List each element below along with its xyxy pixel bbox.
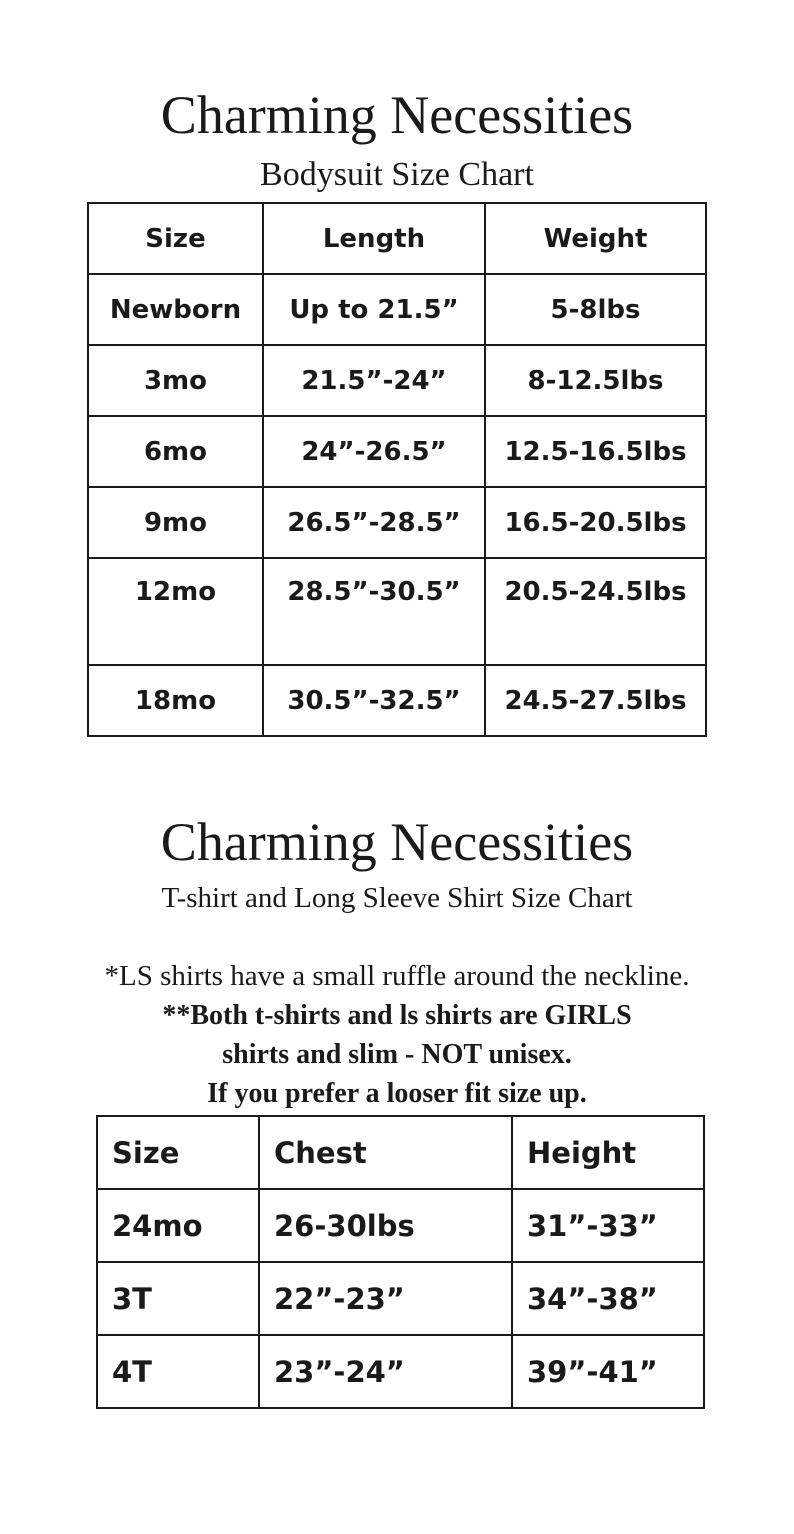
header-weight: Weight [485, 203, 706, 274]
fit-note-line-1: **Both t-shirts and ls shirts are GIRLS [162, 1000, 632, 1031]
size-cell: 9mo [88, 487, 263, 558]
bodysuit-chart-subtitle: Bodysuit Size Chart [260, 156, 534, 193]
size-cell: Newborn [88, 274, 263, 345]
length-cell: 26.5”-28.5” [263, 487, 485, 558]
table-row [97, 1262, 704, 1335]
size-cell: 4T [97, 1335, 259, 1408]
size-cell: 3T [97, 1262, 259, 1335]
size-cell: 12mo [88, 558, 263, 665]
fit-note-line-2: shirts and slim - NOT unisex. [222, 1039, 572, 1070]
length-cell: 24”-26.5” [263, 416, 485, 487]
size-cell: 24mo [97, 1189, 259, 1262]
weight-cell: 12.5-16.5lbs [485, 416, 706, 487]
table-row [88, 665, 706, 736]
length-cell: 21.5”-24” [263, 345, 485, 416]
size-cell: 18mo [88, 665, 263, 736]
table-row [97, 1189, 704, 1262]
height-cell: 39”-41” [512, 1335, 704, 1408]
chest-cell: 23”-24” [259, 1335, 512, 1408]
height-cell: 34”-38” [512, 1262, 704, 1335]
table-row [88, 274, 706, 345]
table-row [88, 558, 706, 665]
length-cell: Up to 21.5” [263, 274, 485, 345]
table-row [88, 345, 706, 416]
table-row [97, 1335, 704, 1408]
length-cell: 30.5”-32.5” [263, 665, 485, 736]
fit-note-line-3: If you prefer a looser fit size up. [207, 1078, 587, 1109]
bodysuit-size-table [87, 202, 707, 737]
table-row [88, 487, 706, 558]
tshirt-chart-subtitle: T-shirt and Long Sleeve Shirt Size Chart [161, 882, 633, 914]
header-chest: Chest [259, 1116, 512, 1189]
weight-cell: 20.5-24.5lbs [485, 558, 706, 665]
weight-cell: 16.5-20.5lbs [485, 487, 706, 558]
table-row [88, 416, 706, 487]
ruffle-note: *LS shirts have a small ruffle around the neckline. [104, 960, 690, 992]
weight-cell: 8-12.5lbs [485, 345, 706, 416]
header-size: Size [97, 1116, 259, 1189]
table-header-row [88, 203, 706, 274]
weight-cell: 24.5-27.5lbs [485, 665, 706, 736]
header-height: Height [512, 1116, 704, 1189]
header-length: Length [263, 203, 485, 274]
table-header-row [97, 1116, 704, 1189]
weight-cell: 5-8lbs [485, 274, 706, 345]
tshirt-size-table [96, 1115, 705, 1409]
header-size: Size [88, 203, 263, 274]
tshirt-chart-title: Charming Necessities [160, 812, 634, 872]
size-cell: 6mo [88, 416, 263, 487]
length-cell: 28.5”-30.5” [263, 558, 485, 665]
size-cell: 3mo [88, 345, 263, 416]
chest-cell: 22”-23” [259, 1262, 512, 1335]
height-cell: 31”-33” [512, 1189, 704, 1262]
chest-cell: 26-30lbs [259, 1189, 512, 1262]
bodysuit-chart-title: Charming Necessities [160, 85, 634, 145]
